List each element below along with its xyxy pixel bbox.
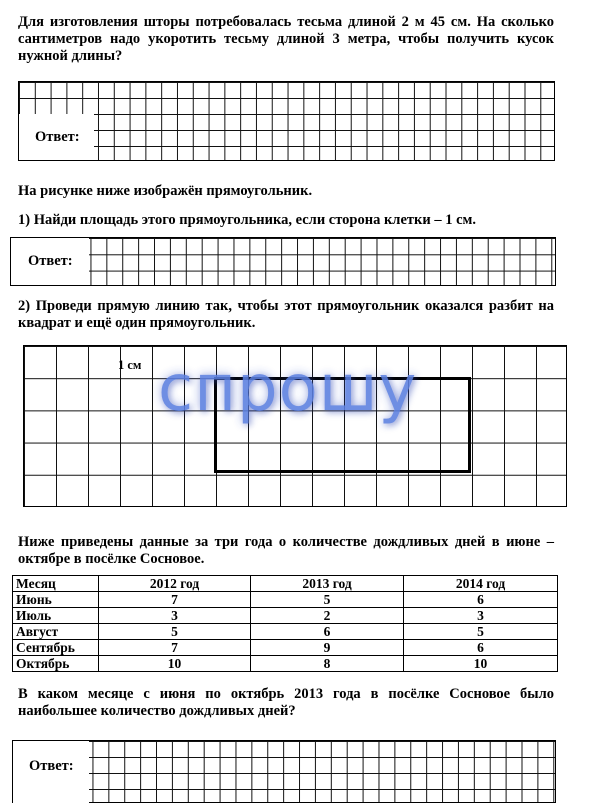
table-row	[13, 656, 558, 672]
table-row	[13, 592, 558, 608]
table-row	[13, 608, 558, 624]
value-cell: 2	[251, 608, 404, 624]
task3-answer-label: Ответ:	[25, 758, 78, 775]
task2-question2: 2) Проведи прямую линию так, чтобы этот прямоугольник оказался разбит на квадрат и ещё один прямоугольник.	[18, 298, 554, 331]
task2-answer-grid[interactable]	[10, 237, 556, 286]
value-cell: 5	[251, 592, 404, 608]
header-month: Месяц	[13, 576, 99, 592]
task3-answer-grid[interactable]	[12, 740, 556, 803]
task2-answer-label: Ответ:	[24, 253, 77, 270]
value-cell: 10	[99, 656, 251, 672]
month-cell: Октябрь	[13, 656, 99, 672]
cell-size-label: 1 см	[118, 358, 142, 372]
value-cell: 9	[251, 640, 404, 656]
task1-text: Для изготовления шторы потребовалась тесьма длиной 2 м 45 см. На сколько сантиметров надо укоротить тесьму длиной 3 метра, чтобы получить кусок нужной длины?	[18, 14, 554, 64]
month-cell: Июнь	[13, 592, 99, 608]
task1-answer-grid[interactable]	[18, 81, 555, 161]
header-2012: 2012 год	[99, 576, 251, 592]
value-cell: 6	[404, 640, 558, 656]
value-cell: 8	[251, 656, 404, 672]
value-cell: 7	[99, 592, 251, 608]
task3-question: В каком месяце с июня по октябрь 2013 года в посёлке Сосновое было наибольшее количество дождливых дней?	[18, 686, 554, 719]
table-header-row	[13, 576, 558, 592]
value-cell: 5	[99, 624, 251, 640]
value-cell: 6	[251, 624, 404, 640]
value-cell: 10	[404, 656, 558, 672]
table-row	[13, 624, 558, 640]
value-cell: 3	[404, 608, 558, 624]
header-2013: 2013 год	[251, 576, 404, 592]
value-cell: 6	[404, 592, 558, 608]
task2-intro: На рисунке ниже изображён прямоугольник.	[18, 183, 313, 199]
month-cell: Сентябрь	[13, 640, 99, 656]
task3-intro: Ниже приведены данные за три года о количестве дождливых дней в июне – октябре в посёлке Сосновое.	[18, 534, 554, 567]
month-cell: Июль	[13, 608, 99, 624]
rainy-days-table	[12, 575, 558, 672]
value-cell: 7	[99, 640, 251, 656]
value-cell: 5	[404, 624, 558, 640]
value-cell: 3	[99, 608, 251, 624]
task2-question1: 1) Найди площадь этого прямоугольника, если сторона клетки – 1 см.	[18, 212, 477, 228]
task1-answer-label: Ответ:	[31, 129, 84, 146]
month-cell: Август	[13, 624, 99, 640]
header-2014: 2014 год	[404, 576, 558, 592]
table-row	[13, 640, 558, 656]
watermark-logo: спрошу	[158, 352, 418, 426]
